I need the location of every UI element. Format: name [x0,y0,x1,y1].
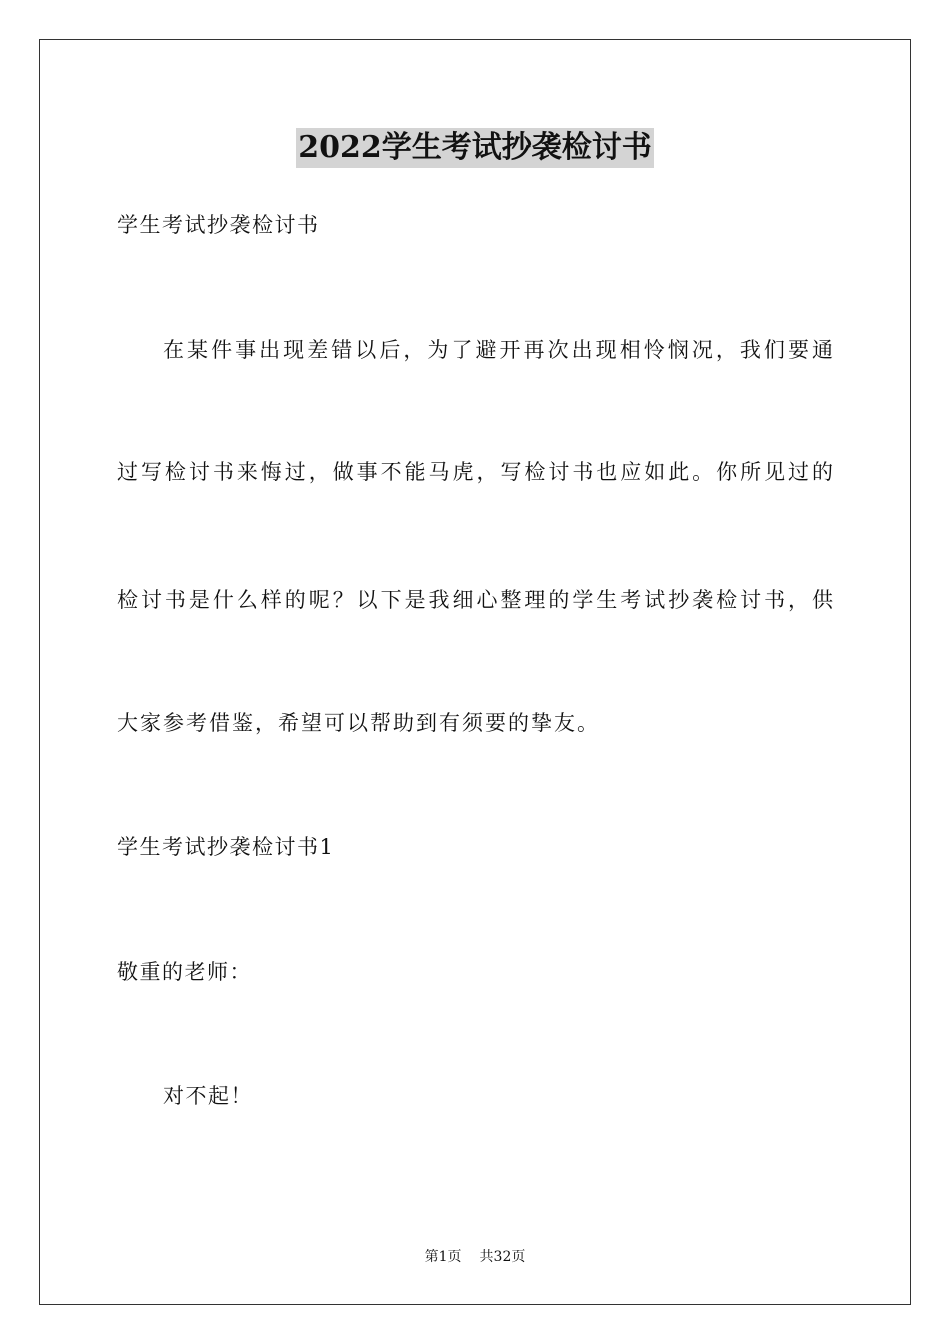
intro-paragraph-line-2: 过写检讨书来悔过，做事不能马虎，写检讨书也应如此。你所见过的 [117,460,833,484]
section-heading: 学生考试抄袭检讨书1 [117,835,335,859]
opening-line: 对不起！ [163,1084,253,1108]
page-number-total: 共32页 [479,1249,526,1265]
intro-paragraph-line-3: 检讨书是什么样的呢？以下是我细心整理的学生考试抄袭检讨书，供 [117,588,833,612]
page-number-current: 第1页 [424,1249,462,1265]
intro-paragraph-line-1: 在某件事出现差错以后，为了避开再次出现相怜悯况，我们要通 [163,338,833,362]
document-subtitle: 学生考试抄袭检讨书 [117,213,320,237]
page-footer [0,1248,950,1266]
title-container [0,128,950,168]
salutation: 敬重的老师： [117,960,252,984]
intro-paragraph-line-4: 大家参考借鉴，希望可以帮助到有须要的挚友。 [117,711,600,735]
document-title: 2022学生考试抄袭检讨书 [296,128,654,168]
